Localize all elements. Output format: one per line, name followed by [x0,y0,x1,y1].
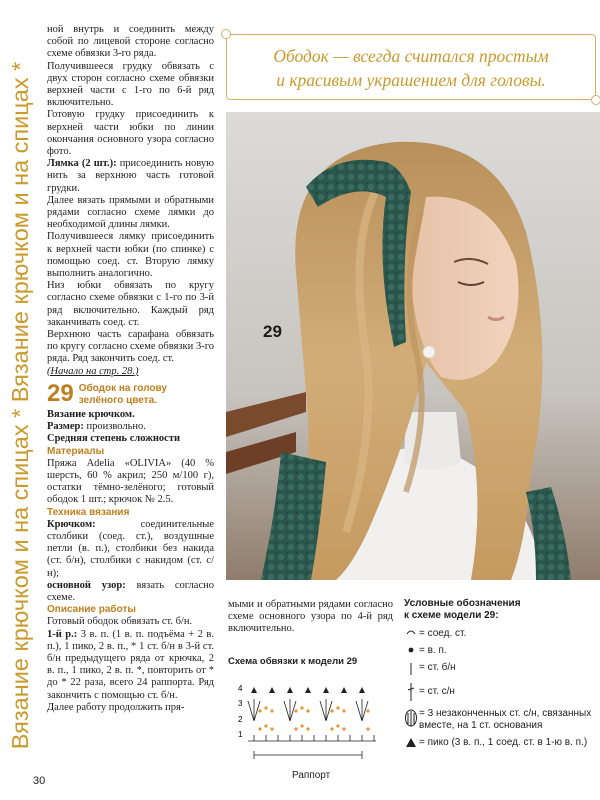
slip-stitch-icon [404,628,418,636]
legend-text: = пико (3 в. п., 1 соед. ст. в 1-ю в. п.) [419,737,588,748]
legend-text: = соед. ст. [419,628,467,639]
technique-line [47,409,214,421]
picot-icon [404,737,418,747]
legend-item [404,682,594,702]
quote-frame [226,34,596,100]
legend-text: = ст. б/н [419,662,456,673]
work-continue: Далее работу продолжить пря- [47,701,185,713]
paragraph: Готовую грудку присоединить к верхней части юбки по линии окончания основного узора согласно фото. [47,109,214,158]
legend-text: = ст. с/н [419,686,455,697]
size-value: произвольно. [83,421,146,433]
row-number: 2 [238,715,243,724]
model-photo [226,112,600,580]
row1-label: 1-й р.: [47,628,78,640]
quote-line-1: Ободок — всегда считался простым [273,46,549,66]
photo-illustration [226,112,600,580]
paragraph: Верхнюю часть сарафана обвязать по кругу согласно схеме обвязки 3-го ряда. Ряд закончить соед. ст. [47,329,214,365]
row-number: 3 [238,699,243,708]
crochet-scheme-diagram [236,671,386,763]
continued-reference: (Начало на стр. 28.) [47,365,139,377]
cluster-stitch-icon [404,708,418,728]
left-text-column [47,24,214,714]
paragraph [47,158,214,195]
model-title: Ободок на голову зелёного цвета. [78,382,167,406]
legend-item [404,662,594,676]
page-number: 30 [33,775,46,787]
legend-heading-line: Условные обозначения [404,598,521,609]
materials-heading: Материалы [47,445,105,457]
strap-label: Лямка (2 шт.): [47,158,117,170]
pattern-line [47,580,214,604]
pattern-text: вязать согласно схеме. [47,579,214,603]
strap-text: присоединить новую нить за верхнюю часть готовой грудки. [47,158,214,194]
rapport-label: Раппорт [292,770,331,781]
paragraph: Низ юбки обвязать по кругу согласно схеме обвязки с 1-го по 3-й ряд включительно. Каждый ряд заканчивать соед. ст. [47,280,214,328]
side-section-title [0,30,42,780]
base-row-stitches [248,735,376,741]
chain-loops [258,706,369,730]
picot-triangles [251,687,365,693]
quote-line-2: и красивым украшением для головы. [276,70,546,90]
row-number: 4 [238,684,243,693]
technique-heading: Техника вязания [47,506,130,518]
materials-text: Пряжа Adelia «OLIVIA» (40 % шерсть, 60 % акрил; 250 м/100 г), остатки тёмно-зелёного; готовый ободок 1 шт.; крючок № 2.5. [47,457,214,506]
legend-heading [404,598,594,622]
legend-item [404,628,594,640]
side-title-text: Вязание крючком и на спицах * Вязание крючком и на спицах * [7,61,34,749]
paragraph: Далее вязать прямыми и обратными рядами согласно схеме лямки до необходимой длины лямки. [47,194,214,231]
single-crochet-icon [404,662,418,676]
scheme-title: Схема обвязки к модели 29 [228,656,358,667]
legend-item [404,645,594,657]
chain-stitch-icon [404,645,418,655]
row1-text: 3 в. п. (1 в. п. подъёма + 2 в. п.), 1 пико, 2 в. п., * 1 ст. б/н в 3-й ст. б/н предыдущего ряда от крючка, 2 в. п., 1 пико, 2 в. п. *, повторить от * до * 22 раза, всего 24 раппорта. Ряд закончить с помощью ст. б/н. [47,628,215,701]
work-heading: Описание работы [47,604,136,616]
pearl-earring [423,346,435,358]
quote-text [227,44,595,92]
legend-heading-line: к схеме модели 29: [404,610,499,621]
difficulty-label: Средняя степень сложности [47,433,181,445]
legend-item [404,737,594,749]
photo-model-number: 29 [263,322,282,341]
model-number: 29 [47,379,74,407]
paragraph: Получившееся лямку присоединить к верхней части юбки (по спинке) с помощью соед. ст. Вторую лямку выполнить аналогично. [47,231,214,280]
difficulty-line [47,433,214,445]
legend-text: = в. п. [419,645,447,656]
legend-text: = 3 незаконченных ст. с/н, связанных вместе, на 1 ст. основания [419,708,592,731]
pattern-label: основной узор: [47,579,126,591]
crochet-text: соединительные столбики (соед. ст.), воздушные петли (в. п.), столбики без накида (ст. б/н), столбики с накидом (ст. с/н); [47,518,214,579]
row-number: 1 [238,730,243,739]
size-line [47,421,214,433]
crochet-line [47,519,214,580]
double-crochet-icon [404,682,418,702]
model-heading [47,379,214,407]
scheme-legend [404,598,594,754]
crochet-label: Крючком: [47,518,96,530]
paragraph: ной внутрь и соединить между собой по лицевой стороне согласно схеме обвязки 3-го ряда. [47,24,214,60]
continued-text: мыми и обратными рядами согласно схеме основного узора по 4-й ряд включительно. [228,599,393,635]
paragraph: Получившееся грудку обвязать с двух сторон согласно схеме обвязки верхней части с 1-го по 6-й ряд включительно. [47,60,214,109]
size-label: Размер: [47,421,84,433]
row1-line [47,629,214,702]
legend-item [404,708,594,732]
work-text: Готовый ободок обвязать ст. б/н. [47,616,193,628]
technique-label: Вязание крючком. [47,408,135,420]
